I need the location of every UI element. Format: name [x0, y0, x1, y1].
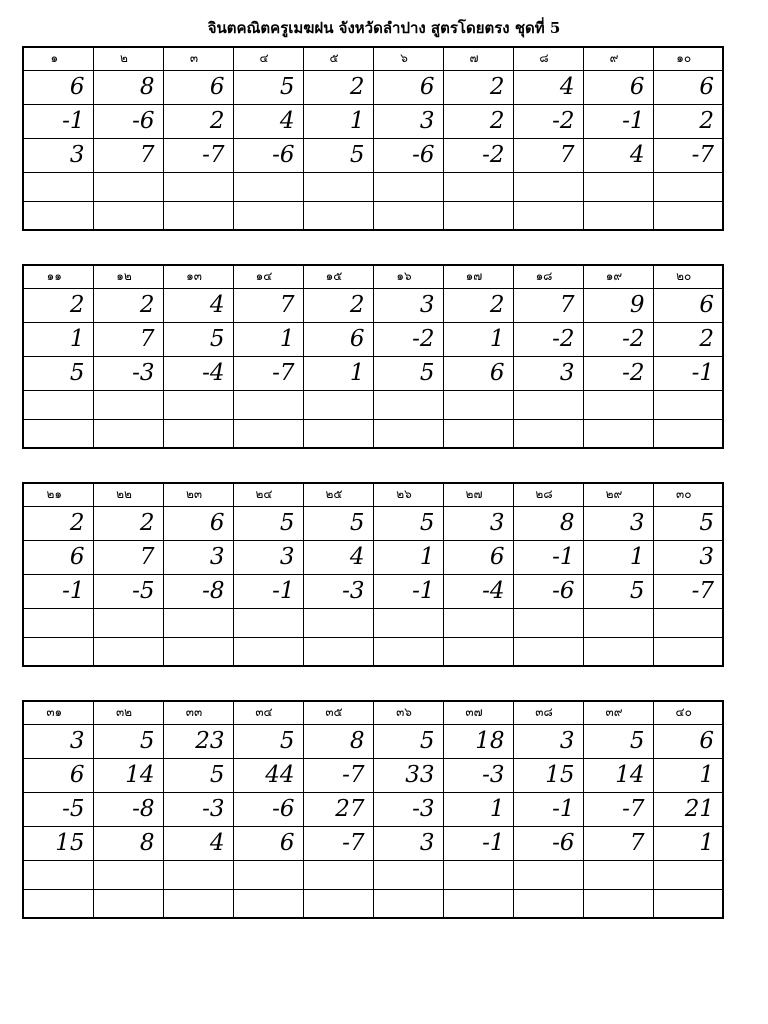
number-cell: 6: [233, 826, 303, 860]
answer-cell[interactable]: [233, 608, 303, 637]
number-cell: 6: [23, 758, 93, 792]
number-cell: -6: [373, 138, 443, 172]
number-row: [23, 506, 723, 540]
answer-cell[interactable]: [163, 860, 233, 889]
number-cell: 7: [93, 322, 163, 356]
number-cell: 3: [373, 288, 443, 322]
problem-number: ๒๗: [443, 483, 513, 506]
number-cell: 3: [513, 724, 583, 758]
answer-cell[interactable]: [23, 201, 93, 230]
problem-number: ๑๙: [583, 265, 653, 288]
number-cell: 3: [373, 826, 443, 860]
number-cell: 6: [23, 70, 93, 104]
number-cell: 44: [233, 758, 303, 792]
answer-cell[interactable]: [373, 637, 443, 666]
answer-cell[interactable]: [23, 889, 93, 918]
answer-cell[interactable]: [583, 201, 653, 230]
number-cell: 7: [583, 826, 653, 860]
header-row: [23, 483, 723, 506]
answer-row: [23, 201, 723, 230]
answer-cell[interactable]: [163, 637, 233, 666]
header-row: [23, 47, 723, 70]
number-cell: 4: [163, 288, 233, 322]
number-cell: -6: [233, 138, 303, 172]
number-cell: 1: [583, 540, 653, 574]
answer-cell[interactable]: [23, 419, 93, 448]
number-cell: 6: [163, 506, 233, 540]
answer-cell[interactable]: [373, 172, 443, 201]
number-cell: 1: [23, 322, 93, 356]
problem-number: ๘: [513, 47, 583, 70]
problem-number: ๖: [373, 47, 443, 70]
answer-cell[interactable]: [513, 637, 583, 666]
answer-cell[interactable]: [233, 419, 303, 448]
problem-number: ๔: [233, 47, 303, 70]
answer-cell[interactable]: [443, 889, 513, 918]
answer-cell[interactable]: [373, 419, 443, 448]
answer-cell[interactable]: [93, 172, 163, 201]
number-cell: 2: [653, 104, 723, 138]
number-cell: -3: [163, 792, 233, 826]
number-cell: -7: [303, 826, 373, 860]
exercise-block-3: [22, 482, 724, 667]
number-cell: -7: [653, 574, 723, 608]
answer-cell[interactable]: [93, 637, 163, 666]
number-cell: 6: [653, 70, 723, 104]
problem-number: ๒๒: [93, 483, 163, 506]
number-row: [23, 540, 723, 574]
number-cell: 3: [233, 540, 303, 574]
number-cell: 5: [233, 506, 303, 540]
number-cell: -3: [303, 574, 373, 608]
number-cell: -7: [163, 138, 233, 172]
number-cell: 4: [163, 826, 233, 860]
answer-cell[interactable]: [373, 390, 443, 419]
number-cell: 23: [163, 724, 233, 758]
number-cell: -1: [513, 540, 583, 574]
answer-cell[interactable]: [93, 860, 163, 889]
number-cell: 3: [23, 138, 93, 172]
number-cell: 1: [233, 322, 303, 356]
answer-cell[interactable]: [23, 637, 93, 666]
page-title: จินตคณิตครูเมฆฝน จังหวัดลำปาง สูตรโดยตรง ชุดที่ 5: [207, 19, 561, 37]
number-cell: 1: [653, 826, 723, 860]
answer-cell[interactable]: [443, 637, 513, 666]
number-cell: -3: [373, 792, 443, 826]
problem-number: ๗: [443, 47, 513, 70]
problem-number: ๑๕: [303, 265, 373, 288]
answer-cell[interactable]: [303, 860, 373, 889]
number-cell: 4: [233, 104, 303, 138]
number-cell: 6: [163, 70, 233, 104]
number-cell: -1: [373, 574, 443, 608]
answer-cell[interactable]: [513, 860, 583, 889]
number-cell: -7: [653, 138, 723, 172]
number-cell: 5: [373, 356, 443, 390]
answer-cell[interactable]: [93, 419, 163, 448]
problem-number: ๓๕: [303, 701, 373, 724]
answer-row: [23, 860, 723, 889]
number-cell: 1: [443, 322, 513, 356]
answer-cell[interactable]: [23, 860, 93, 889]
number-cell: 1: [303, 356, 373, 390]
answer-cell[interactable]: [583, 608, 653, 637]
problem-number: ๓๖: [373, 701, 443, 724]
number-cell: -8: [93, 792, 163, 826]
number-cell: -6: [93, 104, 163, 138]
problem-number: ๑๒: [93, 265, 163, 288]
answer-cell[interactable]: [303, 172, 373, 201]
answer-cell[interactable]: [373, 860, 443, 889]
answer-cell[interactable]: [653, 201, 723, 230]
number-cell: -3: [443, 758, 513, 792]
answer-cell[interactable]: [443, 860, 513, 889]
number-cell: 7: [513, 288, 583, 322]
answer-cell[interactable]: [233, 201, 303, 230]
answer-cell[interactable]: [443, 390, 513, 419]
problem-number: ๓๗: [443, 701, 513, 724]
number-cell: 3: [653, 540, 723, 574]
problem-number: ๓: [163, 47, 233, 70]
problem-number: ๑๘: [513, 265, 583, 288]
number-cell: 6: [653, 288, 723, 322]
problem-number: ๓๓: [163, 701, 233, 724]
number-cell: 9: [583, 288, 653, 322]
number-cell: -1: [23, 104, 93, 138]
answer-cell[interactable]: [303, 419, 373, 448]
answer-cell[interactable]: [303, 390, 373, 419]
number-cell: 33: [373, 758, 443, 792]
problem-number: ๕: [303, 47, 373, 70]
number-cell: 6: [443, 540, 513, 574]
answer-cell[interactable]: [583, 860, 653, 889]
number-cell: 2: [443, 70, 513, 104]
answer-cell[interactable]: [653, 390, 723, 419]
number-cell: -2: [583, 322, 653, 356]
header-row: [23, 265, 723, 288]
number-cell: 5: [233, 70, 303, 104]
answer-cell[interactable]: [23, 608, 93, 637]
number-cell: -6: [513, 826, 583, 860]
answer-cell[interactable]: [93, 201, 163, 230]
answer-cell[interactable]: [303, 201, 373, 230]
answer-cell[interactable]: [373, 201, 443, 230]
answer-cell[interactable]: [233, 390, 303, 419]
problem-number: ๓๐: [653, 483, 723, 506]
number-row: [23, 322, 723, 356]
problem-number: ๒๖: [373, 483, 443, 506]
answer-cell[interactable]: [163, 172, 233, 201]
number-cell: -2: [583, 356, 653, 390]
number-cell: -3: [93, 356, 163, 390]
number-cell: -1: [583, 104, 653, 138]
number-row: [23, 574, 723, 608]
answer-cell[interactable]: [163, 201, 233, 230]
number-cell: 7: [93, 540, 163, 574]
number-row: [23, 356, 723, 390]
number-cell: -1: [653, 356, 723, 390]
answer-cell[interactable]: [233, 860, 303, 889]
problem-number: ๓๙: [583, 701, 653, 724]
number-cell: 8: [93, 826, 163, 860]
number-cell: 5: [583, 574, 653, 608]
problem-number: ๙: [583, 47, 653, 70]
number-cell: 2: [23, 506, 93, 540]
number-row: [23, 104, 723, 138]
answer-cell[interactable]: [303, 608, 373, 637]
answer-cell[interactable]: [443, 608, 513, 637]
number-cell: 6: [583, 70, 653, 104]
number-cell: 3: [443, 506, 513, 540]
number-cell: -4: [443, 574, 513, 608]
problem-number: ๒๔: [233, 483, 303, 506]
answer-cell[interactable]: [513, 608, 583, 637]
answer-row: [23, 390, 723, 419]
number-cell: -5: [23, 792, 93, 826]
number-cell: -1: [233, 574, 303, 608]
answer-cell[interactable]: [373, 608, 443, 637]
answer-cell[interactable]: [583, 390, 653, 419]
problem-number: ๓๒: [93, 701, 163, 724]
problem-number: ๑๑: [23, 265, 93, 288]
number-cell: 3: [583, 506, 653, 540]
number-cell: 2: [443, 104, 513, 138]
number-cell: 27: [303, 792, 373, 826]
answer-cell[interactable]: [583, 637, 653, 666]
number-cell: 8: [93, 70, 163, 104]
problem-number: ๒: [93, 47, 163, 70]
header-row: [23, 701, 723, 724]
number-cell: -2: [443, 138, 513, 172]
number-cell: 1: [443, 792, 513, 826]
problem-number: ๑: [23, 47, 93, 70]
answer-cell[interactable]: [93, 390, 163, 419]
number-cell: 5: [233, 724, 303, 758]
number-cell: -1: [23, 574, 93, 608]
number-cell: 1: [653, 758, 723, 792]
number-row: [23, 70, 723, 104]
number-cell: -7: [303, 758, 373, 792]
exercise-block-2: [22, 264, 724, 449]
number-cell: 18: [443, 724, 513, 758]
number-cell: 2: [303, 70, 373, 104]
answer-cell[interactable]: [513, 419, 583, 448]
answer-cell[interactable]: [653, 860, 723, 889]
answer-cell[interactable]: [513, 889, 583, 918]
answer-cell[interactable]: [443, 201, 513, 230]
answer-cell[interactable]: [583, 419, 653, 448]
number-cell: 5: [163, 758, 233, 792]
answer-row: [23, 608, 723, 637]
number-cell: 8: [303, 724, 373, 758]
answer-row: [23, 637, 723, 666]
problem-number: ๑๐: [653, 47, 723, 70]
number-cell: 14: [93, 758, 163, 792]
number-cell: -6: [513, 574, 583, 608]
answer-cell[interactable]: [583, 889, 653, 918]
number-cell: -2: [373, 322, 443, 356]
exercise-block-1: [22, 46, 724, 231]
problem-number: ๒๘: [513, 483, 583, 506]
number-cell: 7: [93, 138, 163, 172]
number-cell: 6: [303, 322, 373, 356]
problem-number: ๑๓: [163, 265, 233, 288]
problem-number: ๓๔: [233, 701, 303, 724]
number-cell: 5: [373, 724, 443, 758]
problem-number: ๔๐: [653, 701, 723, 724]
number-cell: 6: [23, 540, 93, 574]
answer-row: [23, 889, 723, 918]
number-cell: 6: [443, 356, 513, 390]
number-cell: 4: [513, 70, 583, 104]
number-cell: 3: [513, 356, 583, 390]
number-cell: 21: [653, 792, 723, 826]
number-cell: 15: [513, 758, 583, 792]
number-cell: 2: [303, 288, 373, 322]
number-cell: 6: [653, 724, 723, 758]
problem-number: ๒๕: [303, 483, 373, 506]
answer-cell[interactable]: [93, 889, 163, 918]
problem-number: ๑๔: [233, 265, 303, 288]
number-cell: 3: [23, 724, 93, 758]
number-cell: 14: [583, 758, 653, 792]
problem-number: ๑๖: [373, 265, 443, 288]
answer-cell[interactable]: [653, 608, 723, 637]
number-cell: -8: [163, 574, 233, 608]
number-cell: 6: [373, 70, 443, 104]
number-cell: 2: [443, 288, 513, 322]
number-row: [23, 724, 723, 758]
number-row: [23, 792, 723, 826]
number-cell: 7: [513, 138, 583, 172]
number-row: [23, 138, 723, 172]
number-cell: -1: [513, 792, 583, 826]
number-cell: 5: [23, 356, 93, 390]
answer-cell[interactable]: [93, 608, 163, 637]
answer-cell[interactable]: [303, 637, 373, 666]
answer-cell[interactable]: [303, 889, 373, 918]
number-cell: -2: [513, 104, 583, 138]
number-cell: 8: [513, 506, 583, 540]
answer-cell[interactable]: [443, 172, 513, 201]
number-cell: 5: [303, 138, 373, 172]
number-cell: 4: [583, 138, 653, 172]
number-cell: -5: [93, 574, 163, 608]
problem-number: ๑๗: [443, 265, 513, 288]
answer-cell[interactable]: [233, 889, 303, 918]
number-cell: 7: [233, 288, 303, 322]
answer-cell[interactable]: [23, 172, 93, 201]
number-cell: 5: [653, 506, 723, 540]
number-row: [23, 288, 723, 322]
number-cell: 5: [93, 724, 163, 758]
answer-cell[interactable]: [163, 419, 233, 448]
number-cell: 5: [163, 322, 233, 356]
number-row: [23, 826, 723, 860]
answer-cell[interactable]: [163, 608, 233, 637]
answer-row: [23, 172, 723, 201]
answer-cell[interactable]: [163, 889, 233, 918]
answer-cell[interactable]: [653, 889, 723, 918]
answer-cell[interactable]: [233, 637, 303, 666]
number-cell: 15: [23, 826, 93, 860]
number-cell: 1: [373, 540, 443, 574]
problem-number: ๓๑: [23, 701, 93, 724]
number-cell: 5: [583, 724, 653, 758]
answer-cell[interactable]: [373, 889, 443, 918]
answer-cell[interactable]: [23, 390, 93, 419]
problem-number: ๒๓: [163, 483, 233, 506]
number-cell: 3: [163, 540, 233, 574]
number-cell: -4: [163, 356, 233, 390]
problem-number: ๓๘: [513, 701, 583, 724]
answer-cell[interactable]: [233, 172, 303, 201]
number-cell: 3: [373, 104, 443, 138]
exercise-block-4: [22, 700, 724, 919]
answer-cell[interactable]: [443, 419, 513, 448]
number-cell: -7: [233, 356, 303, 390]
problem-number: ๒๙: [583, 483, 653, 506]
problem-number: ๒๑: [23, 483, 93, 506]
problem-number: ๒๐: [653, 265, 723, 288]
number-row: [23, 758, 723, 792]
number-cell: -6: [233, 792, 303, 826]
number-cell: 2: [93, 288, 163, 322]
answer-cell[interactable]: [513, 172, 583, 201]
number-cell: -2: [513, 322, 583, 356]
number-cell: 5: [303, 506, 373, 540]
answer-cell[interactable]: [583, 172, 653, 201]
number-cell: 4: [303, 540, 373, 574]
answer-cell[interactable]: [513, 201, 583, 230]
answer-cell[interactable]: [163, 390, 233, 419]
number-cell: 2: [653, 322, 723, 356]
number-cell: 2: [163, 104, 233, 138]
answer-cell[interactable]: [653, 172, 723, 201]
number-cell: 2: [93, 506, 163, 540]
number-cell: 5: [373, 506, 443, 540]
answer-cell[interactable]: [653, 637, 723, 666]
number-cell: -7: [583, 792, 653, 826]
number-cell: 1: [303, 104, 373, 138]
answer-row: [23, 419, 723, 448]
answer-cell[interactable]: [513, 390, 583, 419]
number-cell: -1: [443, 826, 513, 860]
answer-cell[interactable]: [653, 419, 723, 448]
number-cell: 2: [23, 288, 93, 322]
